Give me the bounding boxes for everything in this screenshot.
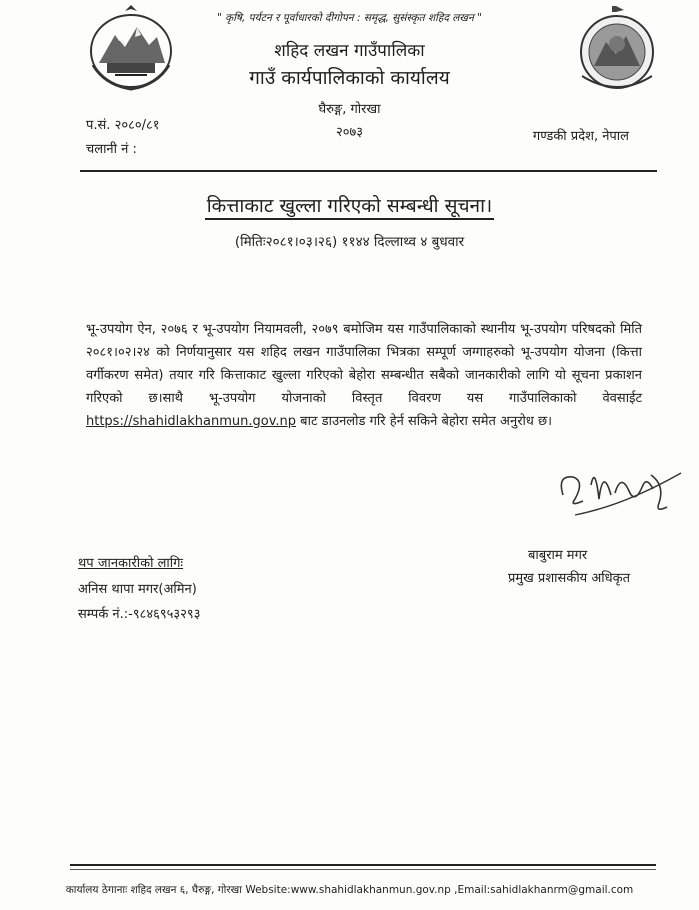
notice-title-text: कित्ताकाट खुल्ला गरिएको सम्बन्धी सूचना। [205,195,494,220]
signatory-title: प्रमुख प्रशासकीय अधिकृत [508,571,631,586]
contact-name: अनिस थापा मगर(अमिन) [78,582,197,597]
notice-body-part-2: बाट डाउनलोड गरि हेर्न सकिने बेहोरा समेत अनुरोध छ। [296,414,553,429]
notice-body-part-1: भू-उपयोग ऐन, २०७६ र भू-उपयोग नियामवली, २०७९ बमोजिम यस गाउँपालिकाको स्थानीय भू-उपयोग परिषदको मिति २०८१।०२।२४ को निर्णयानुसार यस शहिद लखन गाउँपालिका भित्रका सम्पूर्ण जग्गाहरुको भू-उपयोग योजना (कित्ता वर्गीकरण समेत) तयार गरि कित्ताकाट खुल्ला गरिएको बेहोरा सम्बन्धीत सबैको जानकारीको लागि यो सूचना प्रकाशन गरिएको छ।साथै भू-उपयोग योजनाको विस्तृत विवरण यस गाउँपालिकाको वेवसाईट [86,322,642,406]
footer-address: कार्यालय ठेगानाः शहिद लखन ६, घैरुङ्ग, गोरखा Website:www.shahidlakhanmun.gov.np ,Email:sahidlakhanrm@gmail.com [65,884,634,896]
notice-body [86,318,642,433]
slogan: " कृषि, पर्यटन र पूर्वाधारको दीगोपन : समृद्ध, सुसंस्कृत शहिद लखन " [216,12,483,24]
contact-phone: सम्पर्क नं.:-९८४६९५३२९३ [78,607,201,622]
footer-divider-thin [70,869,656,870]
header-divider [80,170,657,172]
notice-date: (मितिः२०८१।०३।२६) ११४४ दिल्लाथ्व ४ बुधवार [234,234,465,250]
reference-number: प.सं. २०८०/८१ [86,118,160,133]
office-address: घैरुङ्ग, गोरखा [318,102,381,117]
signature-icon [555,455,685,530]
office-name: गाउँ कार्यपालिकाको कार्यालय [249,67,450,89]
municipality-name: शहिद लखन गाउँपालिका [274,41,425,61]
province: गण्डकी प्रदेश, नेपाल [532,129,629,144]
established-year: २०७३ [335,125,364,140]
footer-divider [70,864,656,866]
website-link[interactable]: https://shahidlakhanmun.gov.np [86,414,297,429]
contact-heading: थप जानकारीको लागिः [78,556,184,571]
signatory-name: बाबुराम मगर [528,548,588,563]
chalani-number: चलानी नं : [86,142,137,157]
notice-title [0,192,699,218]
